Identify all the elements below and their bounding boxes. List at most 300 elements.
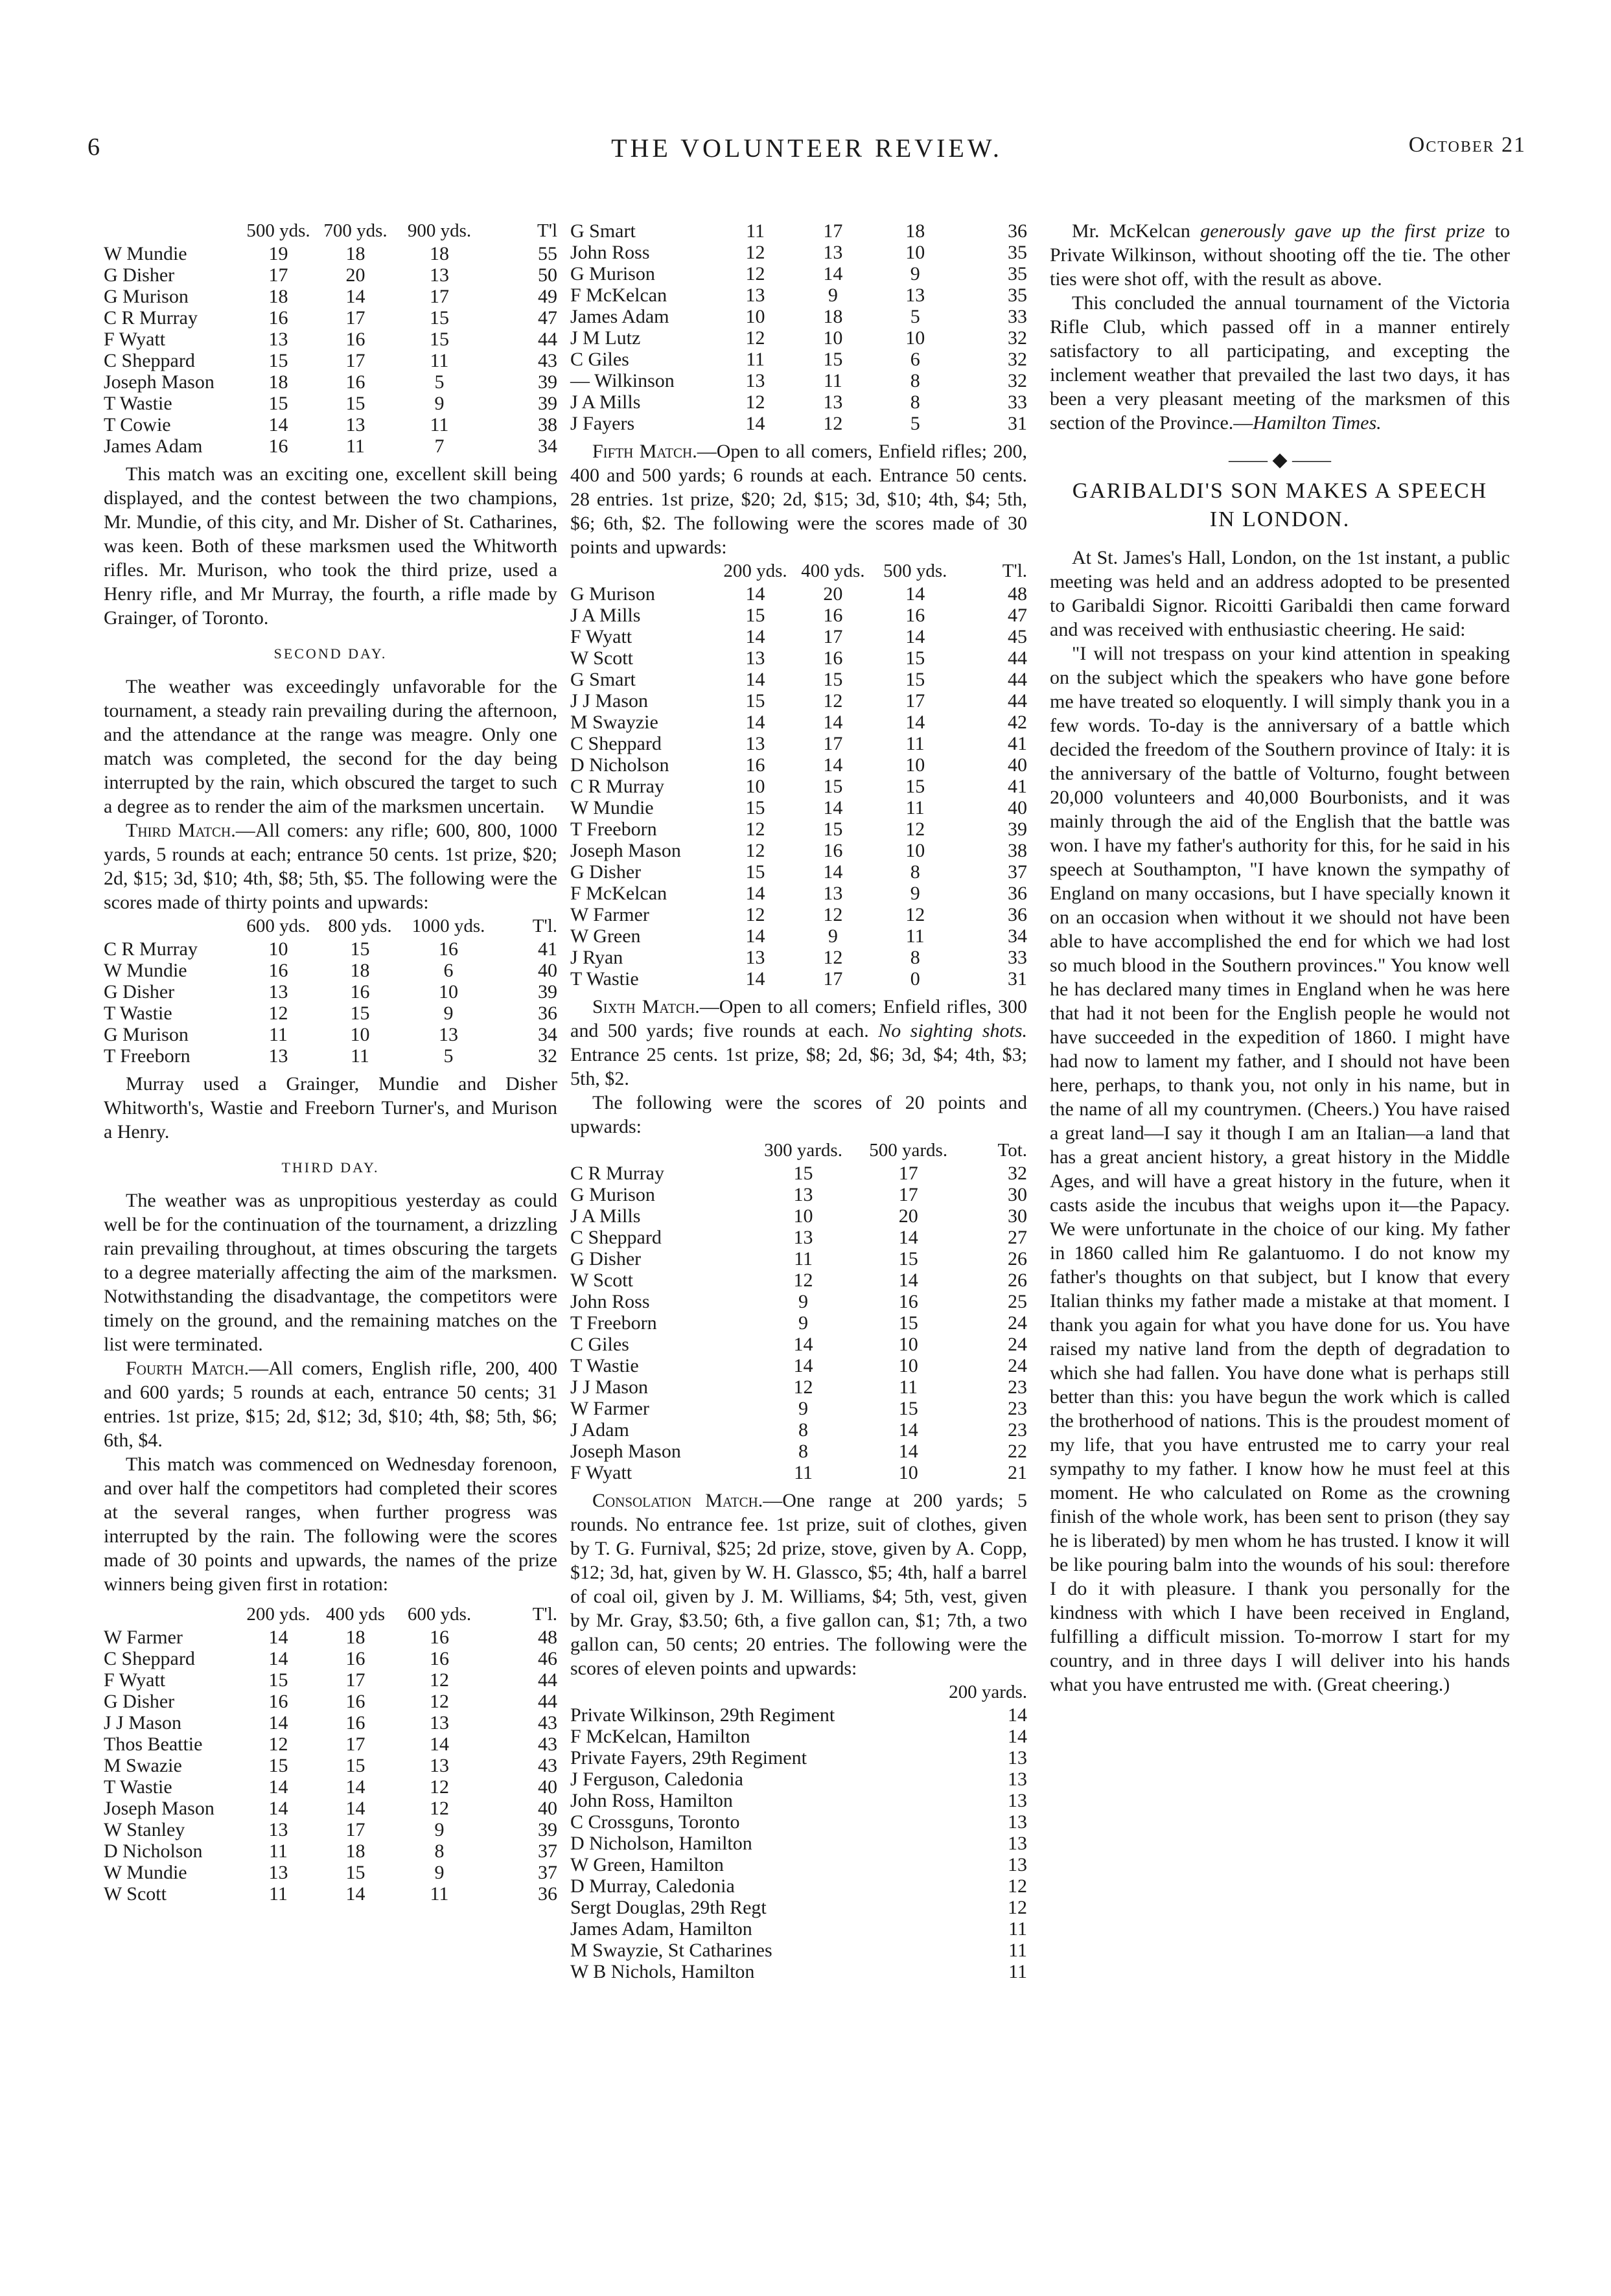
score-cell: 13	[345, 414, 365, 435]
paragraph: The following were the scores of 20 points and upwards:	[570, 1092, 1027, 1137]
score-cell: 42	[1008, 712, 1027, 733]
score-cell: 44	[538, 1691, 557, 1712]
section-heading: THIRD DAY.	[281, 1159, 380, 1176]
score-cell: 11	[905, 797, 925, 818]
score-cell: 14	[898, 1419, 918, 1441]
competitor-name: T Freeborn	[570, 1312, 657, 1334]
score-cell: 12	[823, 413, 843, 434]
column-header: T'l	[537, 220, 557, 241]
table-row	[570, 1462, 1027, 1483]
score-cell: 26	[1008, 1248, 1027, 1270]
score-cell: 35	[1008, 242, 1027, 263]
score-cell: 39	[1008, 818, 1027, 840]
score-cell: 43	[538, 1712, 557, 1734]
score-cell: 15	[430, 329, 449, 350]
match-heading: Third Match.	[126, 820, 236, 841]
competitor-name: T Wastie	[570, 968, 639, 990]
table-row	[104, 264, 557, 286]
score-cell: 40	[538, 1776, 557, 1798]
table-row	[570, 947, 1027, 968]
table-row	[570, 306, 1027, 327]
column-3	[1050, 219, 1510, 1697]
table-row	[570, 968, 1027, 990]
table-row	[570, 647, 1027, 669]
score-cell: 33	[1008, 306, 1027, 327]
score-cell: 12	[793, 1376, 813, 1398]
score-cell: 8	[910, 861, 920, 883]
table-row	[570, 583, 1027, 605]
table-row	[570, 1184, 1027, 1205]
score-cell: 17	[345, 307, 365, 329]
score-cell: 39	[538, 371, 557, 393]
competitor-name: G Murison	[104, 1024, 189, 1045]
score-cell: 15	[823, 669, 843, 690]
score-cell: 14	[898, 1441, 918, 1462]
score-cell: 35	[1008, 284, 1027, 306]
table-row	[570, 1897, 1027, 1918]
paragraph: This match was commenced on Wednesday forenoon, and over half the competitors had completed their scores at the several ranges, when further progress was interrupted by the rain. The following were the scores made of 30 points and upwards, the names of the prize winners being given first in rotation:	[104, 1454, 557, 1595]
competitor-name: G Disher	[104, 1691, 175, 1712]
score-cell: 11	[269, 1840, 288, 1862]
score-cell: 13	[1008, 1790, 1027, 1811]
table-row	[570, 284, 1027, 306]
score-cell: 14	[345, 1883, 365, 1905]
section-heading: SECOND DAY.	[273, 645, 388, 662]
score-cell: 16	[268, 1691, 288, 1712]
table-row	[570, 1312, 1027, 1334]
score-cell: 14	[905, 626, 925, 647]
score-cell: 25	[1008, 1291, 1027, 1312]
score-cell: 13	[745, 647, 765, 669]
score-cell: 44	[538, 1669, 557, 1691]
score-cell: 14	[745, 626, 765, 647]
match-text: —All comers, English rifle, 200, 400 and 600 yards; 5 rounds at each, entrance 50 cents; 31 entries. 1st prize, $15; 2d, $12; 3d, $10; 4th, $8; 5th, $6; 6th, $4.	[104, 1358, 557, 1451]
score-cell: 12	[823, 947, 843, 968]
score-cell: 15	[345, 393, 365, 414]
score-cell: 11	[430, 414, 449, 435]
score-cell: 12	[268, 1003, 288, 1024]
table-row	[104, 981, 557, 1003]
score-cell: 44	[1008, 690, 1027, 712]
paragraph	[570, 995, 1027, 1091]
score-cell: 11	[746, 220, 765, 242]
score-cell: 30	[1008, 1205, 1027, 1227]
table-row	[104, 286, 557, 307]
score-cell: 11	[1008, 1940, 1027, 1961]
score-cell: 17	[823, 968, 843, 990]
competitor-name: T Wastie	[570, 1355, 639, 1376]
score-cell: 16	[745, 754, 765, 776]
competitor-name: W Green	[570, 925, 641, 947]
competitor-name: W Farmer	[570, 1398, 649, 1419]
paragraph	[1050, 291, 1510, 435]
score-cell: 15	[745, 797, 765, 818]
score-cell: 17	[345, 1819, 365, 1840]
competitor-name: C Sheppard	[570, 1227, 662, 1248]
score-cell: 35	[1008, 263, 1027, 284]
table-row	[570, 1355, 1027, 1376]
column-header	[570, 1140, 753, 1163]
score-cell: 34	[538, 435, 557, 457]
score-cell: 14	[745, 968, 765, 990]
table-row	[570, 370, 1027, 391]
score-cell: 13	[823, 242, 843, 263]
score-cell: 13	[745, 947, 765, 968]
score-cell: 15	[905, 647, 925, 669]
score-cell: 12	[430, 1776, 449, 1798]
table-row	[104, 393, 557, 414]
table-header-row	[570, 561, 1027, 583]
score-cell: 50	[538, 264, 557, 286]
table-row	[570, 1441, 1027, 1462]
score-cell: 32	[1008, 349, 1027, 370]
table-row	[570, 733, 1027, 754]
score-cell: 14	[345, 286, 365, 307]
competitor-name: G Murison	[104, 286, 189, 307]
score-cell: 14	[345, 1776, 365, 1798]
score-cell: 41	[538, 938, 557, 960]
table-row	[104, 1648, 557, 1669]
score-cell: 14	[793, 1355, 813, 1376]
competitor-name: F McKelcan, Hamilton	[570, 1726, 750, 1747]
score-cell: 11	[1008, 1918, 1027, 1940]
match-heading: Fifth Match.	[592, 441, 697, 462]
score-cell: 36	[538, 1883, 557, 1905]
table-row	[570, 1270, 1027, 1291]
competitor-name: C Giles	[570, 349, 629, 370]
score-cell: 18	[345, 1840, 365, 1862]
competitor-name: W Farmer	[570, 904, 649, 925]
score-cell: 10	[898, 1334, 918, 1355]
score-cell: 13	[745, 284, 765, 306]
competitor-name: D Murray, Caledonia	[570, 1875, 735, 1897]
score-cell: 17	[268, 264, 288, 286]
table-row	[570, 263, 1027, 284]
competitor-name: W Mundie	[104, 960, 187, 981]
competitor-name: J Ferguson, Caledonia	[570, 1768, 743, 1790]
paragraph: This match was an exciting one, excellent skill being displayed, and the contest between the two champions, Mr. Mundie, of this city, and Mr. Disher of St. Catharines, was keen. Both of these marksmen used the Whitworth rifles. Mr. Murison, who took the third prize, used a Henry rifle, and Mr Murray, the fourth, a rifle made by Grainger, of Toronto.	[104, 463, 557, 629]
score-cell: 11	[794, 1462, 813, 1483]
score-table-consolation-match	[570, 1682, 1027, 1982]
table-row	[104, 1798, 557, 1819]
ornamental-rule: —— ◆ ——	[1228, 449, 1332, 470]
score-cell: 14	[268, 1798, 288, 1819]
match-heading: Fourth Match.	[126, 1358, 249, 1379]
competitor-name: J J Mason	[570, 690, 649, 712]
score-cell: 14	[745, 925, 765, 947]
score-cell: 12	[430, 1669, 449, 1691]
score-cell: 14	[268, 1712, 288, 1734]
score-cell: 10	[898, 1462, 918, 1483]
competitor-name: M Swayzie, St Catharines	[570, 1940, 772, 1961]
column-header: 900 yds.	[407, 220, 472, 241]
score-cell: 31	[1008, 968, 1027, 990]
score-cell: 14	[823, 797, 843, 818]
score-cell: 21	[1008, 1462, 1027, 1483]
column-header: 700 yds.	[323, 220, 388, 241]
competitor-name: C Sheppard	[104, 1648, 195, 1669]
table-row	[104, 1840, 557, 1862]
competitor-name: T Freeborn	[104, 1045, 191, 1067]
competitor-name: James Adam	[104, 435, 203, 457]
table-row	[104, 1045, 557, 1067]
score-cell: 6	[910, 349, 920, 370]
match-text: —All comers: any rifle; 600, 800, 1000 yards, 5 rounds at each; entrance 50 cents. 1st prize, $20; 2d, $15; 3d, $10; 4th, $8; 5th, $5. The following were the scores made of thirty points and upwards:	[104, 820, 557, 913]
competitor-name: J Ryan	[570, 947, 623, 968]
competitor-name: W Mundie	[570, 797, 654, 818]
score-cell: 27	[1008, 1227, 1027, 1248]
column-header	[570, 1682, 923, 1704]
paragraph: At St. James's Hall, London, on the 1st instant, a public meeting was held and an address adopted to be presented to Garibaldi Signor. Ricoitti Garibaldi then came forward and was received with enthusiastic cheering. He said:	[1050, 547, 1510, 640]
table-row	[570, 1376, 1027, 1398]
competitor-name: G Murison	[570, 583, 655, 605]
score-cell: 12	[745, 904, 765, 925]
score-cell: 14	[745, 413, 765, 434]
competitor-name: Joseph Mason	[570, 840, 681, 861]
match-text-italic: No sighting shots.	[878, 1020, 1027, 1041]
score-cell: 39	[538, 1819, 557, 1840]
score-cell: 12	[823, 904, 843, 925]
table-row	[104, 1691, 557, 1712]
score-cell: 49	[538, 286, 557, 307]
text: Mr. McKelcan	[1072, 220, 1201, 242]
score-cell: 20	[898, 1205, 918, 1227]
score-cell: 13	[1008, 1768, 1027, 1790]
column-header: 800 yds.	[328, 916, 392, 936]
text: to Private Wilkinson, without shooting off the tie. The other ties were shot off, with the result as above.	[1050, 220, 1510, 290]
score-cell: 16	[268, 960, 288, 981]
score-cell: 36	[1008, 904, 1027, 925]
article-headline	[1050, 477, 1510, 534]
score-cell: 13	[268, 329, 288, 350]
table-row	[570, 1768, 1027, 1790]
score-cell: 14	[745, 583, 765, 605]
table-row	[570, 1918, 1027, 1940]
score-table-fourth-match-continued	[570, 220, 1027, 434]
score-cell: 10	[898, 1355, 918, 1376]
competitor-name: T Cowie	[104, 414, 171, 435]
score-cell: 12	[823, 690, 843, 712]
competitor-name: T Wastie	[104, 393, 172, 414]
score-cell: 10	[268, 938, 288, 960]
score-cell: 16	[439, 938, 458, 960]
score-cell: 40	[1008, 754, 1027, 776]
competitor-name: W Mundie	[104, 1862, 187, 1883]
score-cell: 37	[1008, 861, 1027, 883]
column-header: T'l.	[532, 1604, 557, 1625]
score-cell: 13	[268, 1045, 288, 1067]
score-cell: 16	[345, 1691, 365, 1712]
competitor-name: C Sheppard	[104, 350, 195, 371]
score-cell: 10	[905, 754, 925, 776]
column-header	[570, 561, 717, 583]
competitor-name: John Ross, Hamilton	[570, 1790, 733, 1811]
score-cell: 47	[538, 307, 557, 329]
score-cell: 13	[793, 1184, 813, 1205]
competitor-name: T Wastie	[104, 1003, 172, 1024]
competitor-name: Joseph Mason	[104, 371, 214, 393]
competitor-name: — Wilkinson	[570, 370, 675, 391]
score-cell: 8	[798, 1419, 809, 1441]
score-cell: 15	[823, 776, 843, 797]
table-row	[104, 1627, 557, 1648]
score-cell: 24	[1008, 1312, 1027, 1334]
competitor-name: Sergt Douglas, 29th Regt	[570, 1897, 767, 1918]
score-table-fourth-match	[104, 1604, 557, 1905]
competitor-name: F Wyatt	[570, 626, 632, 647]
score-cell: 15	[268, 1755, 288, 1776]
competitor-name: C Crossguns, Toronto	[570, 1811, 740, 1833]
score-cell: 15	[823, 818, 843, 840]
table-row	[104, 414, 557, 435]
score-cell: 48	[538, 1627, 557, 1648]
table-row	[104, 1712, 557, 1734]
table-row	[104, 307, 557, 329]
score-cell: 5	[910, 413, 920, 434]
score-cell: 0	[910, 968, 920, 990]
score-cell: 15	[793, 1163, 813, 1184]
score-cell: 10	[823, 327, 843, 349]
table-row	[570, 1248, 1027, 1270]
score-cell: 14	[823, 754, 843, 776]
score-cell: 12	[745, 840, 765, 861]
competitor-name: W Green, Hamilton	[570, 1854, 724, 1875]
score-cell: 13	[1008, 1833, 1027, 1854]
competitor-name: D Nicholson	[570, 754, 669, 776]
column-header: 200 yds.	[723, 561, 787, 581]
match-text: —Open to all comers, Enfield rifles; 200, 400 and 500 yards; 6 rounds at each. Entrance 50 cents. 28 entries. 1st prize, $20; 2d, $15; 3d, $10; 4th, $4; 5th, $6; 6th, $2. The following were the scores made of 30 points and upwards:	[570, 441, 1027, 558]
paragraph: The weather was as unpropitious yesterday as could well be for the continuation of the tournament, a drizzling rain prevailing throughout, at times obscuring the targets to a degree materially affecting the aim of the marksmen. Notwithstanding the disadvantage, the competitors were timely on the ground, and the remaining matches on the list were terminated.	[104, 1190, 557, 1355]
competitor-name: D Nicholson	[104, 1840, 203, 1862]
column-header	[104, 1604, 240, 1627]
paragraph	[104, 818, 557, 914]
table-header-row	[104, 1604, 557, 1627]
score-cell: 13	[1008, 1747, 1027, 1768]
table-row	[570, 776, 1027, 797]
score-cell: 31	[1008, 413, 1027, 434]
score-cell: 6	[443, 960, 454, 981]
score-cell: 44	[1008, 647, 1027, 669]
score-cell: 36	[1008, 220, 1027, 242]
match-text: —Open to all comers; Enfield rifles, 300 and 500 yards; five rounds at each.	[570, 996, 1027, 1041]
competitor-name: G Murison	[570, 263, 655, 284]
score-cell: 16	[268, 307, 288, 329]
table-row	[570, 242, 1027, 263]
score-cell: 11	[430, 1883, 449, 1905]
score-cell: 13	[430, 1755, 449, 1776]
table-row	[570, 1875, 1027, 1897]
match-text: —One range at 200 yards; 5 rounds. No entrance fee. 1st prize, suit of clothes, given by T. G. Furnival, $25; 2d prize, stove, given by A. Copp, $12; 3d, hat, given by W. H. Glassco, $5; 4th, half a barrel of coal oil, given by J. M. Williams, $4; 5th, vest, given by Mr. Gray, $3.50; 6th, a five gallon can, $1; 7th, a two gallon can, 50 cents; 20 entries. The following were the scores of eleven points and upwards:	[570, 1490, 1027, 1679]
competitor-name: F McKelcan	[570, 284, 667, 306]
score-cell: 13	[430, 264, 449, 286]
score-cell: 15	[268, 393, 288, 414]
score-cell: 10	[793, 1205, 813, 1227]
column-header: 500 yds.	[883, 561, 947, 581]
score-cell: 32	[538, 1045, 557, 1067]
competitor-name: C R Murray	[104, 938, 198, 960]
competitor-name: C R Murray	[570, 1163, 664, 1184]
table-row	[570, 1704, 1027, 1726]
score-cell: 24	[1008, 1334, 1027, 1355]
score-cell: 45	[1008, 626, 1027, 647]
score-cell: 14	[745, 669, 765, 690]
score-cell: 38	[538, 414, 557, 435]
score-cell: 37	[538, 1862, 557, 1883]
score-cell: 13	[268, 1862, 288, 1883]
score-cell: 20	[823, 583, 843, 605]
table-row	[570, 1811, 1027, 1833]
score-cell: 36	[1008, 883, 1027, 904]
score-cell: 23	[1008, 1419, 1027, 1441]
table-row	[104, 1819, 557, 1840]
score-cell: 10	[439, 981, 458, 1003]
competitor-name: F Wyatt	[104, 1669, 166, 1691]
paragraph: Murray used a Grainger, Mundie and Disher Whitworth's, Wastie and Freeborn Turner's, and Murison a Henry.	[104, 1073, 557, 1142]
score-cell: 16	[905, 605, 925, 626]
score-cell: 16	[345, 371, 365, 393]
score-cell: 40	[538, 1798, 557, 1819]
score-cell: 8	[910, 947, 920, 968]
table-row	[104, 1776, 557, 1798]
competitor-name: G Disher	[104, 981, 175, 1003]
score-cell: 14	[745, 883, 765, 904]
score-cell: 14	[905, 583, 925, 605]
score-cell: 18	[268, 371, 288, 393]
table-row	[570, 904, 1027, 925]
score-cell: 15	[745, 861, 765, 883]
score-cell: 14	[793, 1334, 813, 1355]
competitor-name: T Freeborn	[570, 818, 657, 840]
score-cell: 14	[823, 712, 843, 733]
score-cell: 39	[538, 981, 557, 1003]
score-cell: 40	[1008, 797, 1027, 818]
column-header: Tot.	[997, 1140, 1027, 1161]
competitor-name: C Sheppard	[570, 733, 662, 754]
competitor-name: John Ross	[570, 1291, 650, 1312]
score-cell: 10	[745, 306, 765, 327]
score-cell: 16	[350, 981, 370, 1003]
text-italic: generously gave up the first prize	[1200, 220, 1485, 242]
score-cell: 37	[538, 1840, 557, 1862]
score-cell: 14	[745, 712, 765, 733]
competitor-name: J Fayers	[570, 413, 635, 434]
score-cell: 12	[793, 1270, 813, 1291]
score-cell: 8	[434, 1840, 445, 1862]
score-cell: 17	[345, 1669, 365, 1691]
table-header-row	[570, 1682, 1027, 1704]
competitor-name: W Scott	[570, 647, 633, 669]
score-cell: 13	[439, 1024, 458, 1045]
column-header: 200 yds.	[246, 1604, 310, 1625]
column-header: T'l.	[1002, 561, 1027, 581]
competitor-name: F McKelcan	[570, 883, 667, 904]
score-cell: 16	[430, 1627, 449, 1648]
match-text: Entrance 25 cents. 1st prize, $8; 2d, $6; 3d, $4; 4th, $3; 5th, $2.	[570, 1044, 1027, 1089]
score-cell: 9	[434, 1862, 445, 1883]
score-cell: 12	[745, 242, 765, 263]
column-header: 500 yds.	[246, 220, 310, 241]
table-row	[570, 1833, 1027, 1854]
score-cell: 10	[905, 242, 925, 263]
table-row	[570, 1334, 1027, 1355]
match-heading: Sixth Match.	[592, 996, 700, 1017]
score-cell: 16	[823, 647, 843, 669]
match-heading: Consolation Match.	[592, 1490, 763, 1511]
score-cell: 11	[746, 349, 765, 370]
column-header: 500 yards.	[869, 1140, 948, 1161]
score-cell: 14	[268, 414, 288, 435]
score-cell: 30	[1008, 1184, 1027, 1205]
